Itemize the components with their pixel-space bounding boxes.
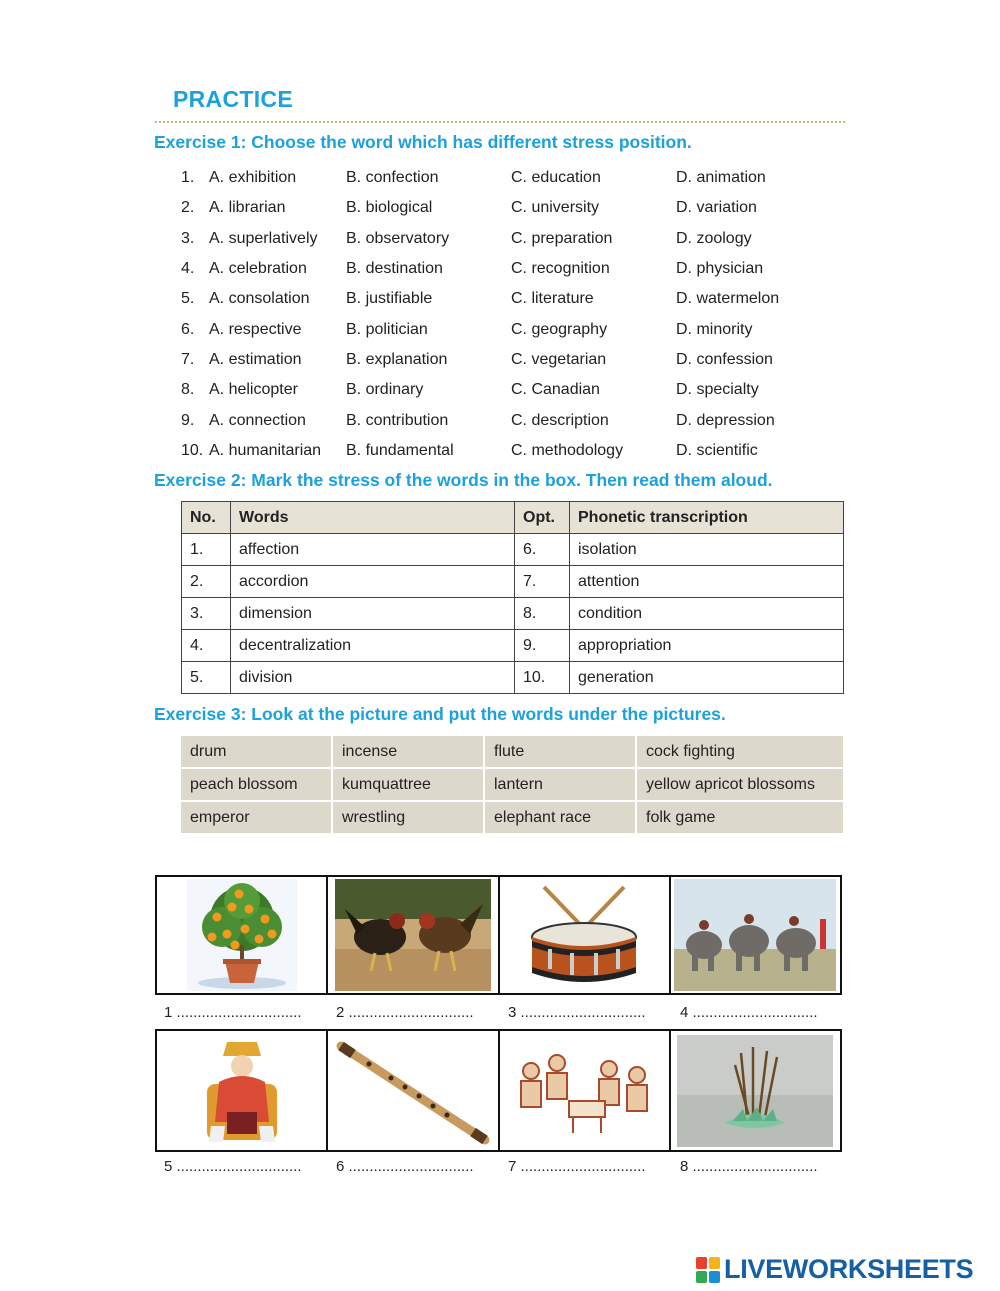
option-a[interactable]: A. consolation — [209, 290, 310, 308]
word-chip[interactable]: kumquattree — [333, 769, 483, 800]
list-item — [181, 345, 861, 375]
word-chip[interactable]: drum — [181, 736, 331, 767]
answer-blank-5[interactable]: 5 .............................. — [164, 1158, 302, 1175]
option-d[interactable]: D. physician — [676, 260, 764, 278]
option-c[interactable]: C. recognition — [511, 260, 610, 278]
option-b[interactable]: B. explanation — [346, 350, 448, 368]
option-d[interactable]: D. confession — [676, 350, 773, 368]
folk-game-picture — [500, 1031, 671, 1150]
picture-row — [155, 875, 842, 995]
option-c[interactable]: C. preparation — [511, 229, 613, 247]
incense-picture — [671, 1031, 840, 1150]
item-number: 7. — [181, 350, 195, 368]
option-b[interactable]: B. ordinary — [346, 381, 424, 399]
answer-blank-6[interactable]: 6 .............................. — [336, 1158, 474, 1175]
elephant-race-picture — [671, 877, 840, 993]
item-number: 10. — [181, 441, 204, 459]
cell-no: 3. — [182, 598, 231, 630]
option-c[interactable]: C. geography — [511, 320, 608, 338]
emperor-picture — [157, 1031, 328, 1150]
cell-opt: 7. — [515, 566, 570, 598]
option-a[interactable]: A. exhibition — [209, 169, 297, 187]
list-item — [181, 375, 861, 405]
practice-title: PRACTICE — [173, 86, 293, 112]
option-d[interactable]: D. animation — [676, 169, 766, 187]
cell-word[interactable]: decentralization — [231, 630, 515, 662]
option-b[interactable]: B. confection — [346, 169, 439, 187]
list-item — [181, 193, 861, 223]
answer-blank-2[interactable]: 2 .............................. — [336, 1004, 474, 1021]
exercise-1-heading: Exercise 1: Choose the word which has different stress position. — [154, 132, 692, 152]
option-b[interactable]: B. destination — [346, 260, 443, 278]
table-row — [182, 566, 844, 598]
option-c[interactable]: C. Canadian — [511, 381, 600, 399]
option-d[interactable]: D. scientific — [676, 441, 758, 459]
option-c[interactable]: C. description — [511, 411, 609, 429]
option-b[interactable]: B. justifiable — [346, 290, 433, 308]
answer-blank-3[interactable]: 3 .............................. — [508, 1004, 646, 1021]
table-row — [182, 630, 844, 662]
list-item — [181, 224, 861, 254]
word-chip[interactable]: yellow apricot blossoms — [637, 769, 843, 800]
cell-no: 2. — [182, 566, 231, 598]
cell-opt: 6. — [515, 534, 570, 566]
cell-word[interactable]: dimension — [231, 598, 515, 630]
exercise-1-list — [181, 163, 861, 466]
option-d[interactable]: D. variation — [676, 199, 757, 217]
header-no: No. — [182, 502, 231, 534]
list-item — [181, 314, 861, 344]
word-chip[interactable]: folk game — [637, 802, 843, 833]
cell-phonetic[interactable]: generation — [570, 662, 844, 694]
cell-phonetic[interactable]: appropriation — [570, 630, 844, 662]
cell-phonetic[interactable]: condition — [570, 598, 844, 630]
option-d[interactable]: D. specialty — [676, 381, 759, 399]
flute-picture — [328, 1031, 499, 1150]
cell-no: 5. — [182, 662, 231, 694]
option-c[interactable]: C. vegetarian — [511, 350, 607, 368]
word-chip[interactable]: lantern — [485, 769, 635, 800]
cell-word[interactable]: division — [231, 662, 515, 694]
cell-opt: 8. — [515, 598, 570, 630]
list-item — [181, 163, 861, 193]
option-b[interactable]: B. contribution — [346, 411, 449, 429]
drum-picture — [500, 877, 671, 993]
item-number: 2. — [181, 199, 195, 217]
logo-text: LIVEWORKSHEETS — [724, 1254, 974, 1284]
item-number: 6. — [181, 320, 195, 338]
header-words: Words — [231, 502, 515, 534]
option-a[interactable]: A. humanitarian — [209, 441, 322, 459]
kumquat-tree-picture — [157, 877, 328, 993]
option-c[interactable]: C. university — [511, 199, 600, 217]
answer-row — [164, 1004, 854, 1021]
table-row — [182, 662, 844, 694]
option-a[interactable]: A. connection — [209, 411, 306, 429]
option-a[interactable]: A. estimation — [209, 350, 302, 368]
word-chip[interactable]: cock fighting — [637, 736, 843, 767]
picture-row — [155, 1029, 842, 1152]
table-header-row — [182, 502, 844, 534]
cell-opt: 9. — [515, 630, 570, 662]
option-d[interactable]: D. depression — [676, 411, 775, 429]
logo-icon — [696, 1257, 720, 1283]
option-c[interactable]: C. literature — [511, 290, 594, 308]
cell-word[interactable]: accordion — [231, 566, 515, 598]
liveworksheets-logo[interactable] — [696, 1254, 973, 1285]
cell-no: 1. — [182, 534, 231, 566]
word-box — [181, 736, 843, 833]
word-chip[interactable]: flute — [485, 736, 635, 767]
word-chip[interactable]: emperor — [181, 802, 331, 833]
option-d[interactable]: D. watermelon — [676, 290, 780, 308]
answer-blank-1[interactable]: 1 .............................. — [164, 1004, 302, 1021]
exercise-2-heading: Exercise 2: Mark the stress of the words in the box. Then read them aloud. — [154, 470, 773, 490]
answer-blank-4[interactable]: 4 .............................. — [680, 1004, 818, 1021]
item-number: 3. — [181, 229, 195, 247]
header-phonetic: Phonetic transcription — [570, 502, 844, 534]
dotted-divider — [155, 121, 845, 123]
option-c[interactable]: C. education — [511, 169, 601, 187]
option-b[interactable]: B. politician — [346, 320, 428, 338]
option-a[interactable]: A. superlatively — [209, 229, 318, 247]
cell-phonetic[interactable]: attention — [570, 566, 844, 598]
answer-blank-7[interactable]: 7 .............................. — [508, 1158, 646, 1175]
word-chip[interactable]: incense — [333, 736, 483, 767]
exercise-3-heading: Exercise 3: Look at the picture and put the words under the pictures. — [154, 704, 726, 724]
option-d[interactable]: D. minority — [676, 320, 753, 338]
option-a[interactable]: A. librarian — [209, 199, 286, 217]
answer-row — [164, 1158, 854, 1175]
stress-table — [181, 501, 844, 694]
option-a[interactable]: A. respective — [209, 320, 302, 338]
option-c[interactable]: C. methodology — [511, 441, 624, 459]
word-chip[interactable]: peach blossom — [181, 769, 331, 800]
option-b[interactable]: B. fundamental — [346, 441, 454, 459]
cell-opt: 10. — [515, 662, 570, 694]
list-item — [181, 405, 861, 435]
option-b[interactable]: B. biological — [346, 199, 433, 217]
item-number: 8. — [181, 381, 195, 399]
answer-blank-8[interactable]: 8 .............................. — [680, 1158, 818, 1175]
cell-word[interactable]: affection — [231, 534, 515, 566]
table-row — [182, 598, 844, 630]
list-item — [181, 284, 861, 314]
cock-fighting-picture — [328, 877, 499, 993]
cell-no: 4. — [182, 630, 231, 662]
item-number: 4. — [181, 260, 195, 278]
item-number: 5. — [181, 290, 195, 308]
item-number: 1. — [181, 169, 195, 187]
option-d[interactable]: D. zoology — [676, 229, 752, 247]
list-item — [181, 254, 861, 284]
header-opt: Opt. — [515, 502, 570, 534]
item-number: 9. — [181, 411, 195, 429]
word-chip[interactable]: wrestling — [333, 802, 483, 833]
table-row — [182, 534, 844, 566]
option-a[interactable]: A. helicopter — [209, 381, 298, 399]
cell-phonetic[interactable]: isolation — [570, 534, 844, 566]
word-chip[interactable]: elephant race — [485, 802, 635, 833]
list-item — [181, 436, 861, 466]
option-b[interactable]: B. observatory — [346, 229, 450, 247]
option-a[interactable]: A. celebration — [209, 260, 307, 278]
